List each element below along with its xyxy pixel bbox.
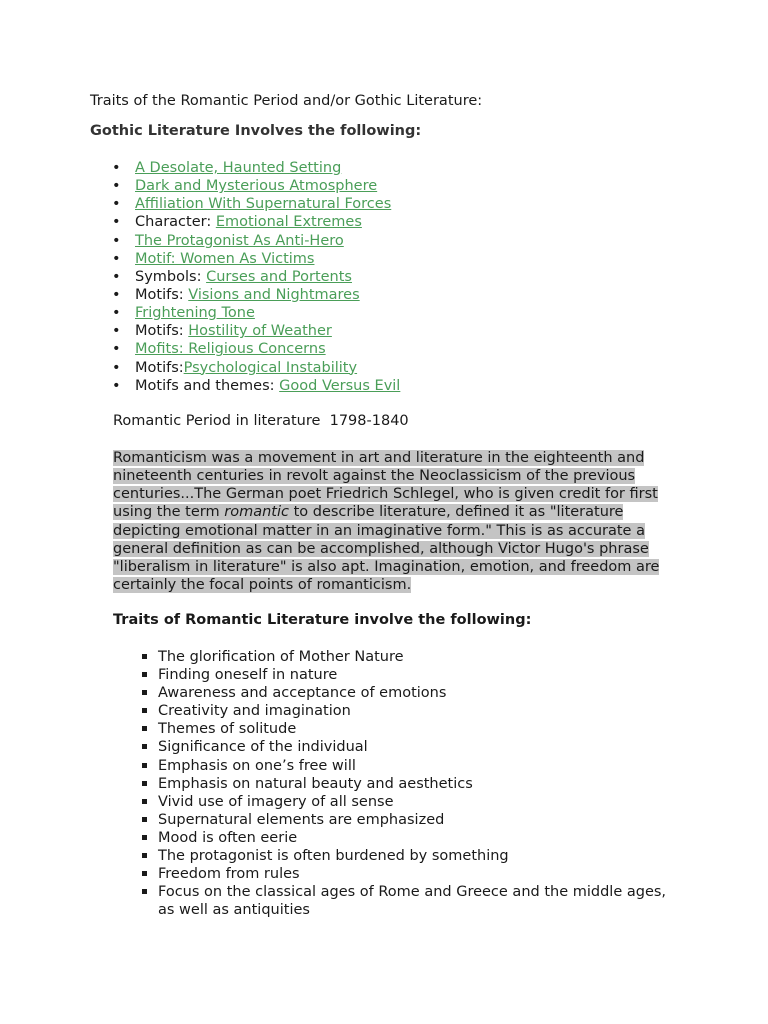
emphasized-term: romantic	[224, 504, 289, 521]
romantic-item-text: Vivid use of imagery of all sense	[158, 793, 394, 810]
bullet-icon: •	[112, 377, 121, 394]
square-bullet-icon	[142, 853, 147, 858]
bullet-icon: •	[112, 178, 121, 195]
bullet-icon: •	[112, 250, 121, 267]
gothic-list-item	[108, 340, 400, 358]
gothic-item-link[interactable]: Frightening Tone	[135, 305, 255, 322]
romantic-list-item	[140, 648, 680, 666]
romantic-item-text: The glorification of Mother Nature	[158, 649, 404, 665]
bullet-icon: •	[112, 341, 121, 358]
gothic-item-link[interactable]: Motif: Women As Victims	[135, 250, 315, 267]
romantic-period-line: Romantic Period in literature 1798-1840	[113, 413, 409, 429]
document-title: Traits of the Romantic Period and/or Gothic Literature:	[90, 93, 483, 109]
romantic-item-text: Creativity and imagination	[158, 703, 351, 720]
gothic-item-link[interactable]: Psychological Instability	[183, 359, 358, 376]
romanticism-paragraph	[113, 449, 673, 594]
bullet-icon: •	[112, 232, 121, 249]
romantic-traits-list	[140, 648, 680, 919]
gothic-item-link[interactable]: Hostility of Weather	[188, 323, 332, 340]
romantic-traits-heading: Traits of Romantic Literature involve the following:	[113, 612, 532, 628]
romantic-item-text: Supernatural elements are emphasized	[158, 811, 445, 828]
gothic-item-prefix: Motifs and themes:	[135, 377, 280, 394]
gothic-item-link[interactable]: Good Versus Evil	[279, 377, 401, 394]
gothic-item-link[interactable]: Emotional Extremes	[215, 214, 362, 231]
gothic-item-link[interactable]: Curses and Portents	[206, 268, 352, 285]
romantic-item-text: Mood is often eerie	[158, 829, 298, 846]
romantic-item-text: Awareness and acceptance of emotions	[158, 685, 447, 702]
gothic-traits-list	[108, 159, 400, 395]
square-bullet-icon	[142, 744, 147, 749]
square-bullet-icon	[142, 817, 147, 822]
gothic-item-prefix: Motifs:	[135, 359, 184, 376]
romantic-list-item	[140, 811, 680, 829]
square-bullet-icon	[142, 799, 147, 804]
romantic-list-item	[140, 793, 680, 811]
romantic-item-text: Emphasis on one’s free will	[158, 757, 356, 774]
square-bullet-icon	[142, 726, 147, 731]
romantic-list-item	[140, 666, 680, 684]
gothic-list-item	[108, 268, 400, 286]
gothic-item-link[interactable]: Affiliation With Supernatural Forces	[135, 196, 392, 213]
bullet-icon: •	[112, 196, 121, 213]
gothic-list-item	[108, 250, 400, 268]
gothic-list-item	[108, 159, 400, 177]
bullet-icon: •	[112, 214, 121, 231]
square-bullet-icon	[142, 708, 147, 713]
romantic-list-item	[140, 684, 680, 702]
romantic-item-text: Emphasis on natural beauty and aesthetics	[158, 775, 473, 792]
bullet-icon: •	[112, 286, 121, 303]
romantic-list-item	[140, 865, 680, 883]
gothic-heading: Gothic Literature Involves the following:	[90, 123, 422, 139]
romantic-item-text: Focus on the classical ages of Rome and Greece and the middle ages, as well as antiquities	[158, 884, 667, 919]
paragraph-text-after: to describe literature, defined it as "literature depicting emotional matter in an imaginative form." This is as accurate a general definition as can be accomplished, although Victor Hugo's phrase "liberalism in literature" is also apt. Imagination, emotion, and freedom are certainly the focal points of romanticism.	[113, 504, 660, 594]
romantic-item-text: The protagonist is often burdened by something	[158, 848, 509, 865]
bullet-icon: •	[112, 160, 121, 176]
gothic-item-prefix: Symbols:	[135, 268, 207, 285]
romantic-list-item	[140, 720, 680, 738]
square-bullet-icon	[142, 763, 147, 768]
romantic-list-item	[140, 847, 680, 865]
square-bullet-icon	[142, 672, 147, 677]
square-bullet-icon	[142, 781, 147, 786]
gothic-list-item	[108, 195, 400, 213]
bullet-icon: •	[112, 268, 121, 285]
gothic-list-item	[108, 177, 400, 195]
romantic-list-item	[140, 883, 680, 919]
romantic-item-text: Freedom from rules	[158, 866, 300, 883]
gothic-item-prefix: Motifs:	[135, 323, 189, 340]
bullet-icon: •	[112, 323, 121, 340]
romantic-list-item	[140, 829, 680, 847]
gothic-list-item	[108, 377, 400, 395]
bullet-icon: •	[112, 305, 121, 322]
gothic-item-link[interactable]: Dark and Mysterious Atmosphere	[135, 178, 378, 195]
gothic-item-link[interactable]: Visions and Nightmares	[188, 286, 360, 303]
gothic-item-prefix: Character:	[135, 214, 216, 231]
gothic-item-prefix: Motifs:	[135, 286, 189, 303]
square-bullet-icon	[142, 871, 147, 876]
square-bullet-icon	[142, 654, 147, 659]
square-bullet-icon	[142, 835, 147, 840]
romantic-list-item	[140, 702, 680, 720]
gothic-list-item	[108, 286, 400, 304]
gothic-item-link[interactable]: Mofits: Religious Concerns	[135, 341, 326, 358]
highlighted-text	[113, 450, 659, 593]
romantic-list-item	[140, 757, 680, 775]
paragraph-text-before: Romanticism was a movement in art and literature in the eighteenth and nineteenth centuries in revolt against the Neoclassicism of the previous centuries...The German poet Friedrich Schlegel, who is given credit for first using the term	[113, 450, 658, 521]
gothic-list-item	[108, 359, 400, 377]
romantic-list-item	[140, 775, 680, 793]
gothic-item-link[interactable]: A Desolate, Haunted Setting	[135, 160, 342, 176]
square-bullet-icon	[142, 889, 147, 894]
gothic-list-item	[108, 322, 400, 340]
gothic-item-link[interactable]: The Protagonist As Anti-Hero	[135, 232, 344, 249]
bullet-icon: •	[112, 359, 121, 376]
square-bullet-icon	[142, 690, 147, 695]
gothic-list-item	[108, 213, 400, 231]
romantic-list-item	[140, 738, 680, 756]
romantic-item-text: Significance of the individual	[158, 739, 368, 756]
romantic-item-text: Themes of solitude	[158, 721, 297, 738]
gothic-list-item	[108, 304, 400, 322]
gothic-list-item	[108, 232, 400, 250]
romantic-item-text: Finding oneself in nature	[158, 667, 338, 684]
